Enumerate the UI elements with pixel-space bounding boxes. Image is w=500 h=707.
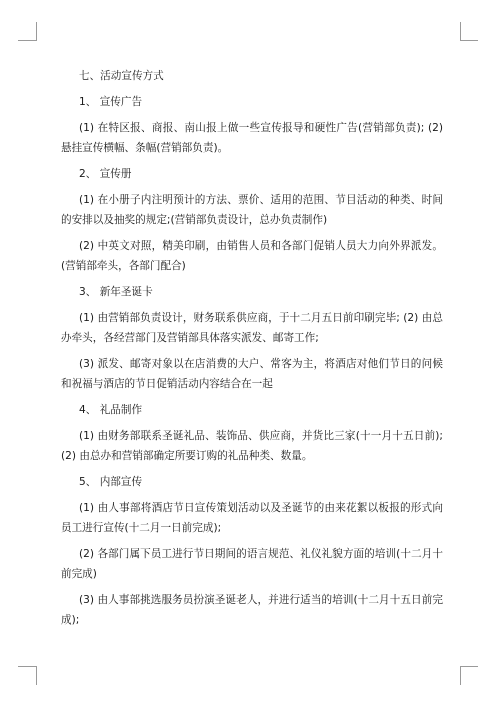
paragraph: (1) 由营销部负责设计，财务联系供应商，于十二月五日前印刷完毕; (2) 由总办牵头，各经营部门及营销部具体落实派发、邮寄工作; [61,312,443,344]
subheading-christmas-card: 3、 新年圣诞卡 [79,286,153,298]
paragraph: (1) 在特区报、商报、南山报上做一些宣传报导和硬性广告(营销部负责); (2) 悬挂宣传横幅、条幅(营销部负责)。 [61,122,443,154]
crop-mark-top-right-h [460,40,478,41]
crop-mark-bottom-right-h [460,666,478,667]
paragraph: (3) 派发、邮寄对象以在店消费的大户、常客为主，将酒店对他们节日的问候和祝福与酒店的节日促销活动内容结合在一起 [61,358,443,390]
crop-mark-bottom-left-h [18,666,36,667]
subheading-brochure: 2、 宣传册 [79,168,132,180]
subheading-gifts: 4、 礼品制作 [79,404,143,416]
document-body [61,66,443,636]
paragraph: (1) 由人事部将酒店节日宣传策划活动以及圣诞节的由来花絮以板报的形式向员工进行宣传(十二月一日前完成); [61,502,443,534]
paragraph: (1) 在小册子内注明预计的方法、票价、适用的范围、节目活动的种类、时间的安排以及抽奖的规定;(营销部负责设计，总办负责制作) [61,194,443,226]
paragraph: (1) 由财务部联系圣诞礼品、装饰品、供应商，并货比三家(十一月十五日前); (2) 由总办和营销部确定所要订购的礼品种类、数量。 [61,430,443,462]
crop-mark-bottom-left-v [36,666,37,685]
subheading-advertising: 1、 宣传广告 [79,96,143,108]
subheading-internal-promotion: 5、 内部宣传 [79,476,143,488]
crop-mark-top-left-h [18,40,36,41]
crop-mark-bottom-right-v [460,666,461,685]
paragraph: (2) 中英文对照，精美印刷，由销售人员和各部门促销人员大力向外界派发。(营销部牵头，各部门配合) [61,240,443,272]
section-title: 七、活动宣传方式 [79,70,164,82]
crop-mark-top-left-v [36,22,37,41]
paragraph: (3) 由人事部挑选服务员扮演圣诞老人，并进行适当的培训(十二月十五日前完成); [61,594,443,626]
paragraph: (2) 各部门属下员工进行节日期间的语言规范、礼仪礼貌方面的培训(十二月十前完成) [61,548,443,580]
crop-mark-top-right-v [460,22,461,41]
